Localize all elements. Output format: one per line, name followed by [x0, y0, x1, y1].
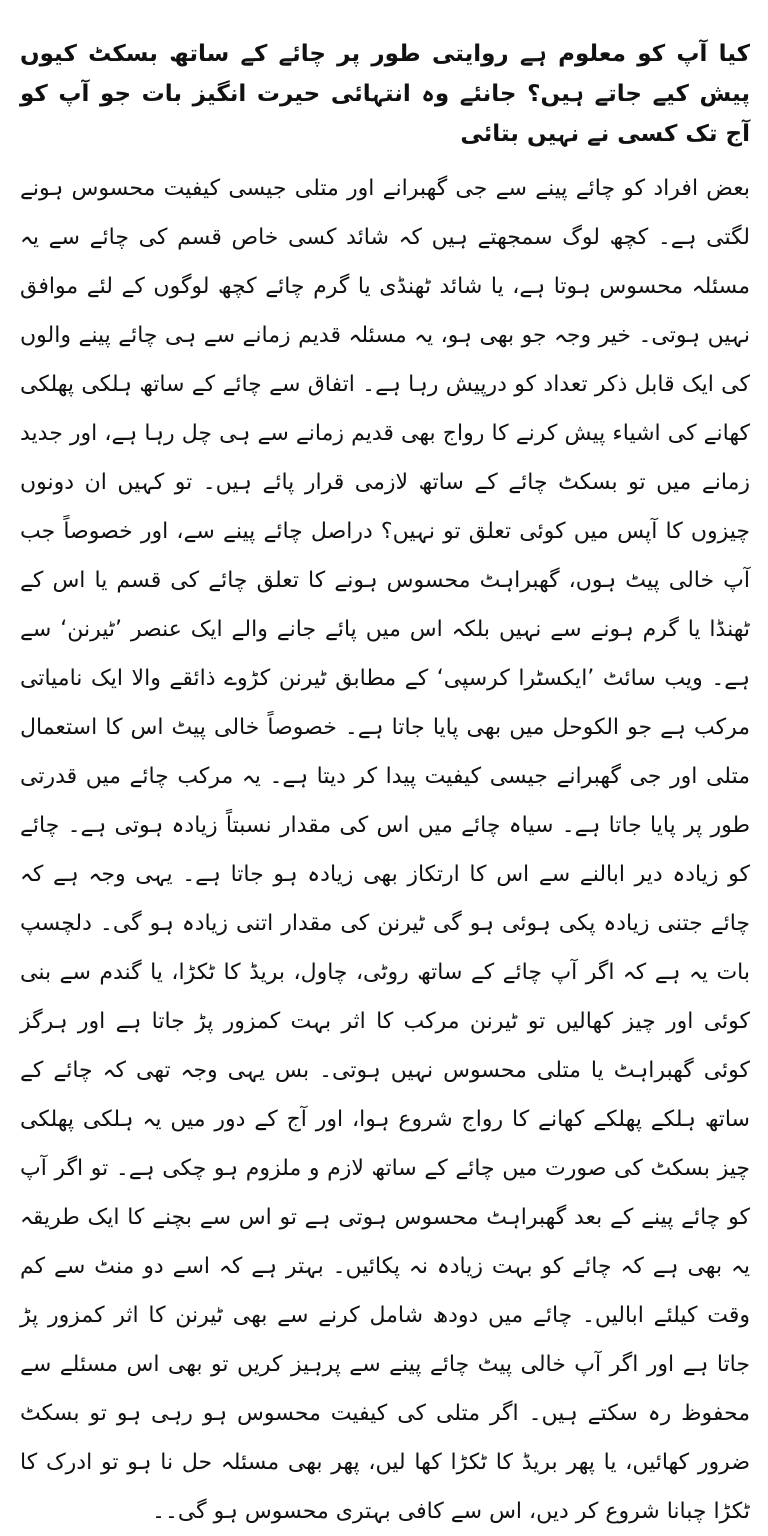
article-headline: کیا آپ کو معلوم ہے روایتی طور پر چائے کے ساتھ بسکٹ کیوں پیش کیے جاتے ہیں؟ جانئے وہ انتہائی حیرت انگیز بات جو آپ کو آج تک کسی نے نہیں بتائی	[20, 41, 750, 147]
article-body: بعض افراد کو چائے پینے سے جی گھبرانے اور متلی جیسی کیفیت محسوس ہونے لگتی ہے۔ کچھ لوگ سمجھتے ہیں کہ شائد کسی خاص قسم کی چائے سے یہ مسئلہ محسوس ہوتا ہے، یا شائد ٹھنڈی یا گرم چائے کچھ لوگوں کے لئے موافق نہیں ہوتی۔ خیر وجہ جو بھی ہو، یہ مسئلہ قدیم زمانے سے ہی چائے پینے والوں کی ایک قابل ذکر تعداد کو درپیش رہا ہے۔ اتفاق سے چائے کے ساتھ ہلکی پھلکی کھانے کی اشیاء پیش کرنے کا رواج بھی قدیم زمانے سے ہی چل رہا ہے، اور جدید زمانے میں تو بسکٹ چائے کے ساتھ لازمی قرار پائے ہیں۔ تو کہیں ان دونوں چیزوں کا آپس میں کوئی تعلق تو نہیں؟ دراصل چائے پینے سے، اور خصوصاً جب آپ خالی پیٹ ہوں، گھبراہٹ محسوس ہونے کا تعلق چائے کی قسم یا اس کے ٹھنڈا یا گرم ہونے سے نہیں بلکہ اس میں پائے جانے والے ایک عنصر ’ٹیرنن‘ سے ہے۔ ویب سائٹ ’ایکسٹرا کرسپی‘ کے مطابق ٹیرنن کڑوے ذائقے والا ایک نامیاتی مرکب ہے جو الکوحل میں بھی پایا جاتا ہے۔ خصوصاً خالی پیٹ اس کا استعمال متلی اور جی گھبرانے جیسی کیفیت پیدا کر دیتا ہے۔ یہ مرکب چائے میں قدرتی طور پر پایا جاتا ہے۔ سیاہ چائے میں اس کی مقدار نسبتاً زیادہ ہوتی ہے۔ چائے کو زیادہ دیر ابالنے سے اس کا ارتکاز بھی زیادہ ہو جاتا ہے۔ یہی وجہ ہے کہ چائے جتنی زیادہ پکی ہوئی ہو گی ٹیرنن کی مقدار اتنی زیادہ ہو گی۔ دلچسپ بات یہ ہے کہ اگر آپ چائے کے ساتھ روٹی، چاول، بریڈ کا ٹکڑا، یا گندم سے بنی کوئی اور چیز کھالیں تو ٹیرنن مرکب کا اثر بہت کمزور پڑ جاتا ہے اور ہرگز کوئی گھبراہٹ یا متلی محسوس نہیں ہوتی۔ بس یہی وجہ تھی کہ چائے کے ساتھ ہلکے پھلکے کھانے کا رواج شروع ہوا، اور آج کے دور میں یہ ہلکی پھلکی چیز بسکٹ کی صورت میں چائے کے ساتھ لازم و ملزوم ہو چکی ہے۔ تو اگر آپ کو چائے پینے کے بعد گھبراہٹ محسوس ہوتی ہے تو اس سے بچنے کا ایک طریقہ یہ بھی ہے کہ چائے کو بہت زیادہ نہ پکائیں۔ بہتر ہے کہ اسے دو منٹ سے کم وقت کیلئے ابالیں۔ چائے میں دودھ شامل کرنے سے بھی ٹیرنن کا اثر کمزور پڑ جاتا ہے اور اگر آپ خالی پیٹ چائے پینے سے پرہیز کریں تو بھی اس مسئلے سے محفوظ رہ سکتے ہیں۔ اگر متلی کی کیفیت محسوس ہو رہی ہو تو بسکٹ ضرور کھائیں، یا پھر بریڈ کا ٹکڑا کھا لیں، پھر بھی مسئلہ حل نا ہو تو ادرک کا ٹکڑا چبانا شروع کر دیں، اس سے کافی بہتری محسوس ہو گی۔۔	[20, 176, 750, 1524]
article	[20, 34, 750, 1536]
